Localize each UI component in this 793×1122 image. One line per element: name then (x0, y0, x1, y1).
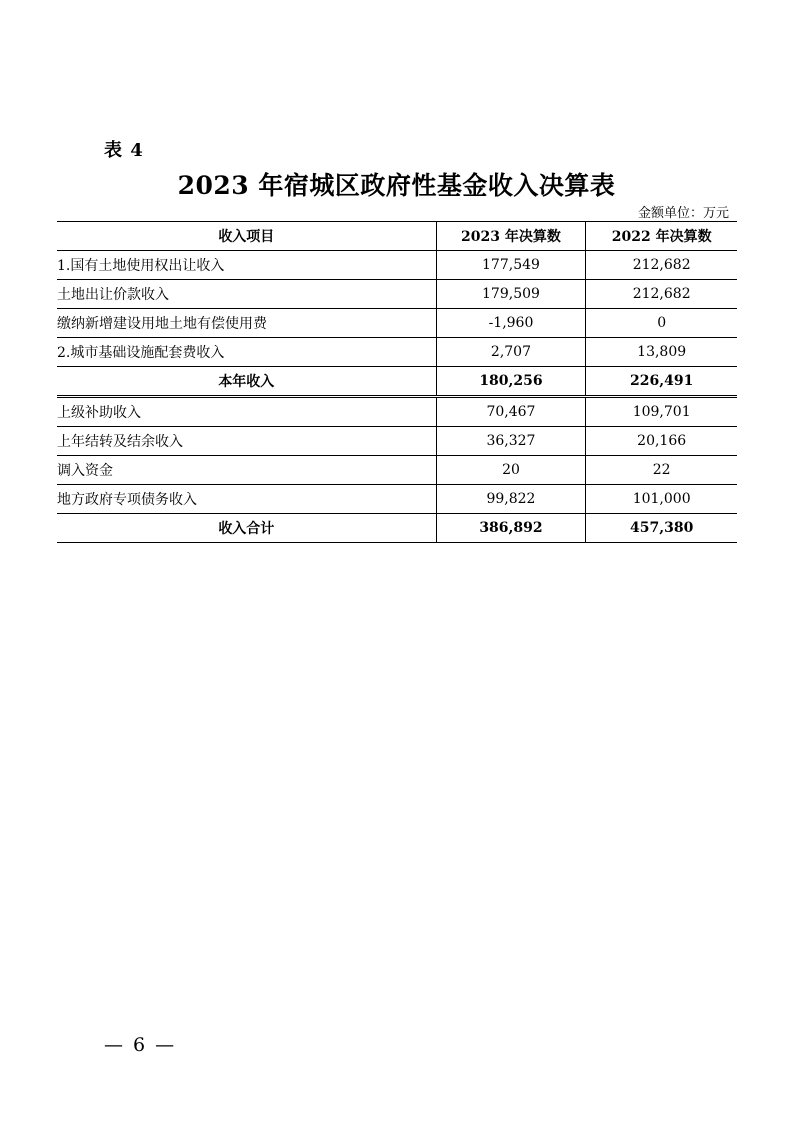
row-item: 1.国有土地使用权出让收入 (57, 251, 436, 280)
table-row (57, 485, 737, 514)
table-row (57, 427, 737, 456)
total-row (57, 514, 737, 543)
row-item: 本年收入 (57, 367, 436, 397)
row-2022-value: 457,380 (586, 514, 737, 543)
row-2023-value: 386,892 (436, 514, 586, 543)
row-2023-value: 20 (436, 456, 586, 485)
row-2023-value: 180,256 (436, 367, 586, 397)
row-2023-value: 70,467 (436, 397, 586, 427)
row-2022-value: 0 (586, 309, 737, 338)
row-item: 收入合计 (57, 514, 436, 543)
header-2022: 2022 年决算数 (586, 222, 737, 251)
row-item: 地方政府专项债务收入 (57, 485, 436, 514)
row-item: 土地出让价款收入 (57, 280, 436, 309)
row-item: 上年结转及结余收入 (57, 427, 436, 456)
row-2022-value: 212,682 (586, 251, 737, 280)
row-item: 2.城市基础设施配套费收入 (57, 338, 436, 367)
page-number: — 6 — (104, 1034, 177, 1056)
revenue-table (57, 221, 737, 543)
row-2023-value: 179,509 (436, 280, 586, 309)
page-title: 2023 年宿城区政府性基金收入决算表 (177, 171, 616, 200)
row-2022-value: 20,166 (586, 427, 737, 456)
subtotal-row (57, 367, 737, 397)
row-2022-value: 226,491 (586, 367, 737, 397)
table-row (57, 309, 737, 338)
row-item: 调入资金 (57, 456, 436, 485)
row-2023-value: 177,549 (436, 251, 586, 280)
table-label: 表 4 (104, 140, 144, 161)
unit-note: 金额单位：万元 (637, 206, 729, 221)
table-row (57, 338, 737, 367)
row-2023-value: 36,327 (436, 427, 586, 456)
table-row (57, 456, 737, 485)
table-row (57, 397, 737, 427)
row-2022-value: 13,809 (586, 338, 737, 367)
row-2022-value: 212,682 (586, 280, 737, 309)
row-2022-value: 22 (586, 456, 737, 485)
row-2023-value: 99,822 (436, 485, 586, 514)
header-item: 收入项目 (57, 222, 436, 251)
row-2023-value: -1,960 (436, 309, 586, 338)
row-2023-value: 2,707 (436, 338, 586, 367)
row-item: 上级补助收入 (57, 397, 436, 427)
row-item: 缴纳新增建设用地土地有偿使用费 (57, 309, 436, 338)
table-row (57, 280, 737, 309)
row-2022-value: 109,701 (586, 397, 737, 427)
table-header-row (57, 222, 737, 251)
header-2023: 2023 年决算数 (436, 222, 586, 251)
row-2022-value: 101,000 (586, 485, 737, 514)
table-row (57, 251, 737, 280)
